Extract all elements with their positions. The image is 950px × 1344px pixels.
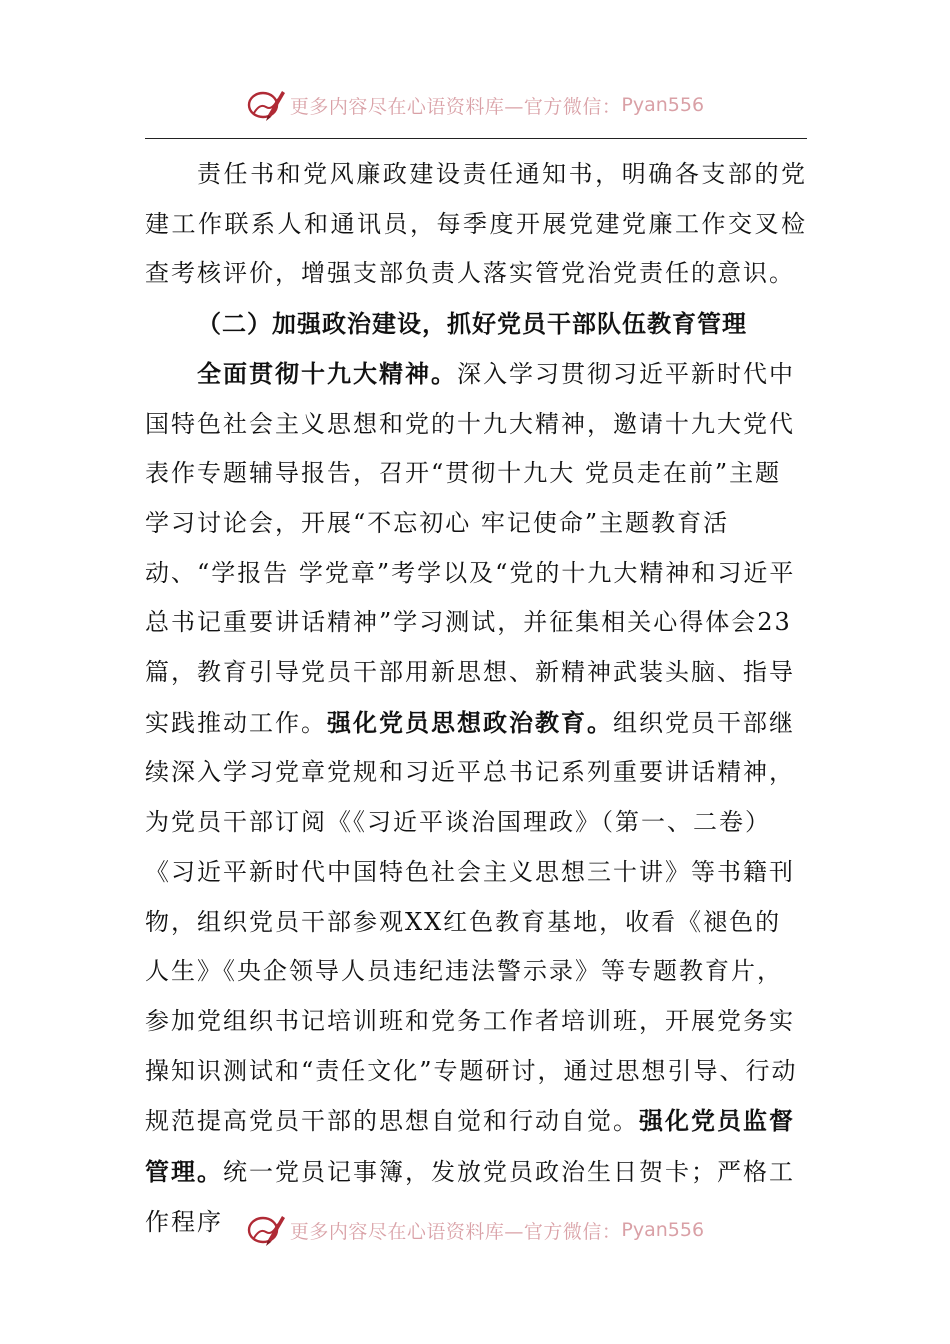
paragraph: 责任书和党风廉政建设责任通知书，明确各支部的党建工作联系人和通讯员，每季度开展党建党廉工作交叉检查考核评价，增强支部负责人落实管党治党责任的意识。	[145, 160, 807, 288]
paragraph-text: 统一党员记事簿，发放党员政治生日贺卡；严格工作程序	[145, 1158, 795, 1236]
header-watermark-banner	[0, 80, 950, 130]
banner-wechat-id: Pyan556	[621, 94, 705, 116]
bold-lead: 强化党员监督管理。	[145, 1106, 795, 1187]
header-divider	[145, 138, 807, 139]
section-heading: （二）加强政治建设，抓好党员干部队伍教育管理	[197, 309, 747, 339]
paragraph	[145, 349, 807, 1248]
banner-text: 更多内容尽在心语资料库—官方微信：	[289, 95, 622, 118]
footer-watermark-banner	[0, 1205, 950, 1255]
pen-logo-icon	[246, 1210, 286, 1250]
document-body	[145, 150, 807, 1247]
bold-lead: 全面贯彻十九大精神。	[197, 358, 457, 388]
banner-wechat-id: Pyan556	[621, 1219, 705, 1241]
paragraph-text: 组织党员干部继续深入学习党章党规和习近平总书记系列重要讲话精神，为党员干部订阅《《习近平谈治国理政》（第一、二卷）《习近平新时代中国特色社会主义思想三十讲》等书籍刊物，组织党员干部参观XX红色教育基地，收看《褪色的人生》《央企领导人员违纪违法警示录》等专题教育片，参加党组织书记培训班和党务工作者培训班，开展党务实操知识测试和“责任文化”专题研讨，通过思想引导、行动规范提高党员干部的思想自觉和行动自觉。	[145, 708, 798, 1136]
bold-lead: 强化党员思想政治教育。	[327, 707, 613, 737]
paragraph-text: 深入学习贯彻习近平新时代中国特色社会主义思想和党的十九大精神，邀请十九大党代表作专题辅导报告，召开“贯彻十九大 党员走在前”主题学习讨论会，开展“不忘初心 牢记使命”主题教育活动、“学报告 学党章”考学以及“党的十九大精神和习近平总书记重要讲话精神”学习测试，并征集相关心得体会23篇，教育引导党员干部用新思想、新精神武装头脑、指导实践推动工作。	[145, 359, 796, 737]
pen-logo-icon	[246, 85, 286, 125]
banner-text: 更多内容尽在心语资料库—官方微信：	[289, 1220, 622, 1243]
